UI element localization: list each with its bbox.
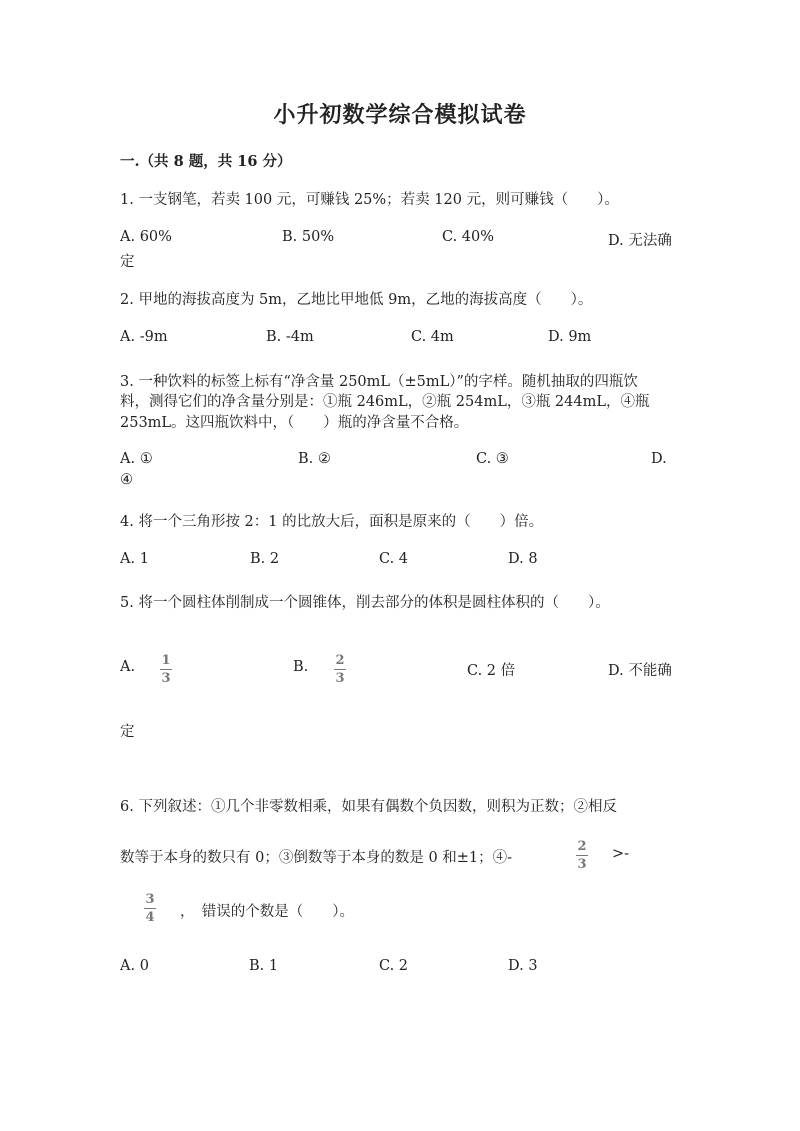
question-3-option-c[interactable]: C. ③	[476, 451, 509, 467]
question-3-option-d-continued: ④	[120, 472, 133, 488]
question-5-option-d[interactable]: D. 不能确	[608, 663, 672, 679]
question-4-option-d[interactable]: D. 8	[508, 551, 538, 567]
question-6-stem-line-2: 数等于本身的数只有 0；③倒数等于本身的数是 0 和±1；④-	[120, 850, 513, 866]
fraction-bar	[576, 855, 588, 856]
fraction-denominator: 3	[335, 671, 345, 686]
question-6-fraction-three-quarters	[144, 893, 156, 924]
fraction-numerator: 2	[577, 839, 587, 854]
question-6-fraction-two-thirds	[576, 840, 588, 871]
question-6-stem-line-1: 6. 下列叙述：①几个非零数相乘，如果有偶数个负因数，则积为正数；②相反	[120, 799, 617, 815]
fraction-numerator: 3	[145, 892, 155, 907]
question-2-stem: 2. 甲地的海拔高度为 5m，乙地比甲地低 9m，乙地的海拔高度（ ）。	[120, 292, 593, 308]
question-4-option-a[interactable]: A. 1	[120, 551, 149, 567]
question-4-option-c[interactable]: C. 4	[379, 551, 409, 567]
fraction-denominator: 3	[577, 857, 587, 872]
question-3-stem-line-1: 3. 一种饮料的标签上标有“净含量 250mL（±5mL）”的字样。随机抽取的四瓶饮	[120, 374, 638, 390]
question-5-stem: 5. 将一个圆柱体削制成一个圆锥体，削去部分的体积是圆柱体积的（ ）。	[120, 595, 610, 611]
section-heading: 一.（共 8 题，共 16 分）	[120, 153, 292, 170]
question-5-option-b-fraction	[334, 654, 346, 685]
question-5-option-d-continued: 定	[120, 724, 135, 740]
question-2-option-c[interactable]: C. 4m	[411, 329, 454, 345]
question-6-option-b[interactable]: B. 1	[249, 958, 279, 974]
question-3-option-d[interactable]: D.	[651, 451, 667, 467]
question-3-option-b[interactable]: B. ②	[298, 451, 331, 467]
question-3-option-a[interactable]: A. ①	[120, 451, 153, 467]
question-3-stem-line-3: 253mL。这四瓶饮料中，（ ）瓶的净含量不合格。	[120, 415, 469, 431]
fraction-bar	[160, 669, 172, 670]
fraction-denominator: 3	[161, 671, 171, 686]
question-4-stem: 4. 将一个三角形按 2：1 的比放大后，面积是原来的（ ）倍。	[120, 514, 544, 530]
question-6-stem-line-3: ， 错误的个数是（ ）。	[180, 904, 354, 920]
question-1-option-d-continued: 定	[120, 254, 135, 270]
question-3-stem-line-2: 料，测得它们的净含量分别是：①瓶 246mL，②瓶 254mL，③瓶 244mL，④瓶	[120, 394, 650, 410]
question-5-option-a-fraction	[160, 654, 172, 685]
question-1-stem: 1. 一支钢笔，若卖 100 元，可赚钱 25%；若卖 120 元，则可赚钱（ ）。	[120, 192, 619, 208]
fraction-numerator: 1	[161, 653, 171, 668]
fraction-bar	[144, 908, 156, 909]
question-6-option-d[interactable]: D. 3	[508, 958, 538, 974]
question-1-option-c[interactable]: C. 40%	[442, 229, 495, 245]
fraction-numerator: 2	[335, 653, 345, 668]
question-4-option-b[interactable]: B. 2	[250, 551, 280, 567]
question-1-option-b[interactable]: B. 50%	[282, 229, 335, 245]
question-6-option-c[interactable]: C. 2	[379, 958, 409, 974]
question-6-option-a[interactable]: A. 0	[120, 958, 149, 974]
question-1-option-d[interactable]: D. 无法确	[608, 233, 672, 249]
question-5-option-c[interactable]: C. 2 倍	[467, 663, 516, 679]
question-1-option-a[interactable]: A. 60%	[120, 229, 172, 245]
fraction-bar	[334, 669, 346, 670]
fraction-denominator: 4	[145, 910, 155, 925]
question-2-option-a[interactable]: A. -9m	[120, 329, 168, 345]
question-2-option-b[interactable]: B. -4m	[266, 329, 314, 345]
question-6-greater-than: >-	[612, 846, 630, 862]
question-5-option-a[interactable]: A.	[120, 659, 136, 675]
page-title: 小升初数学综合模拟试卷	[273, 102, 527, 128]
question-2-option-d[interactable]: D. 9m	[548, 329, 592, 345]
question-5-option-b[interactable]: B.	[293, 659, 309, 675]
